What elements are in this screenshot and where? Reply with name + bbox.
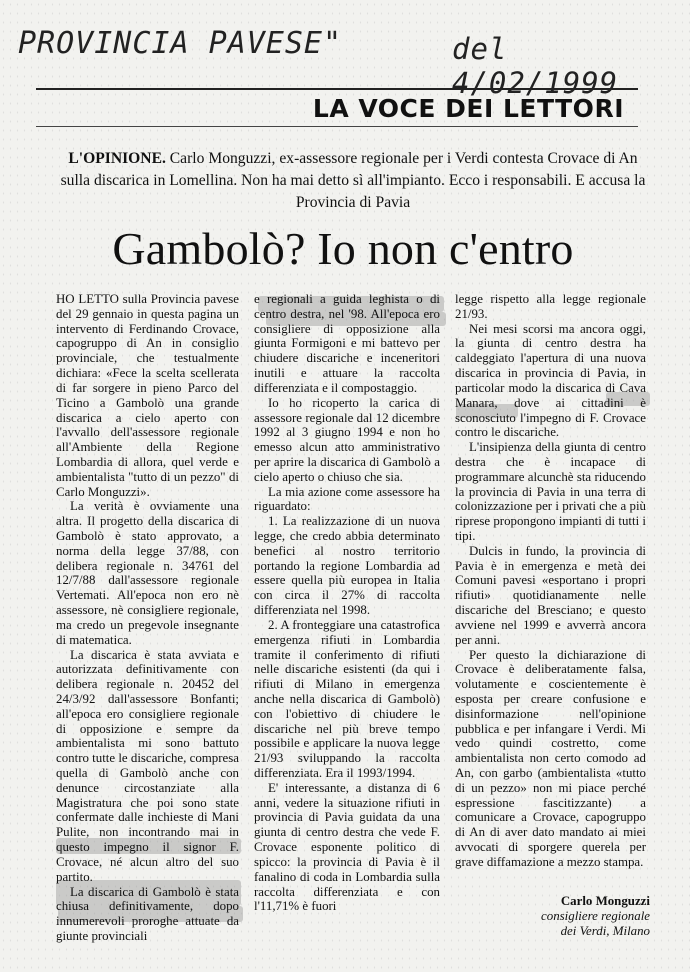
paragraph: Nei mesi scorsi ma ancora oggi, la giunta di centro destra ha caldeggiato l'apertura di una nuova discarica in provincia di Pavia, in particolar modo la discarica di Cava Manara, dove ai cittadini è sconosciuto l'impegno di F. Crovace contro le discariche. — [455, 321, 646, 440]
paragraph: La verità è ovviamente una altra. Il progetto della discarica di Gambolò è stato approvato, a norma della legge 37/88, con delibera regionale n. 34761 del 12/7/88 dall'assessore regionale Vertemati. All'epoca non ero nè assessore, nè consigliere regionale, ma credo un pregevole insegnante di matematica. — [56, 499, 239, 647]
lead-label: L'OPINIONE. — [68, 150, 166, 167]
paragraph: La mia azione come assessore ha riguardato: — [254, 484, 440, 514]
article-column-3 — [455, 292, 646, 870]
paragraph: La discarica di Gambolò è stata chiusa definitivamente, dopo innumerevoli proroghe attuate da giunte provinciali — [56, 884, 239, 943]
paragraph: HO LETTO sulla Provincia pavese del 29 gennaio in questa pagina un intervento di Ferdinando Crovace, capogruppo di An in consiglio provinciale, che testualmente dichiara: «Fece la scelta scellerata di far sorgere in pieno Parco del Ticino a Gambolò una grande discarica a cielo aperto con l'avvallo dell'assessore regionale all'Ambiente della Regione Lombardia di allora, quel verde e ambientalista "tutto di un pezzo" di Carlo Monguzzi». — [56, 292, 239, 499]
lead-paragraph — [58, 148, 648, 214]
handwritten-date: del 4/02/1999 — [452, 32, 619, 100]
section-title: LA VOCE DEI LETTORI — [312, 94, 624, 123]
handwritten-publication: PROVINCIA PAVESE" — [18, 26, 343, 61]
author-name: Carlo Monguzzi — [560, 894, 650, 908]
paragraph: e regionali a guida leghista o di centro destra, nel '98. All'epoca ero consigliere di opposizione alla giunta Formigoni e mi battevo per chiudere discariche e inceneritori inutili e attuare la raccolta differenziata e il compostaggio. — [254, 292, 440, 395]
paragraph: Dulcis in fundo, la provincia di Pavia è in emergenza e metà dei Comuni pavesi «esportano i propri rifiuti» quotidianamente nelle discariche del Bresciano; e questo avviene nel 1999 e avverrà ancora per anni. — [455, 543, 646, 647]
paragraph: 1. La realizzazione di un nuova legge, che credo abbia determinato benefici al nostro territorio portando la regione Lombardia ad essere quella più europea in Italia con circa il 27% di raccolta differenziata nel 1998. — [254, 514, 440, 618]
paragraph: E' interessante, a distanza di 6 anni, vedere la situazione rifiuti in provincia di Pavia guidata da una giunta di centro destra che vede F. Crovace esponente politico di spicco: la provincia di Pavia è il fanalino di coda in Lombardia sulla raccolta differenziata e con l'11,71% è fuori — [254, 780, 440, 914]
lead-text: Carlo Monguzzi, ex-assessore regionale per i Verdi contesta Crovace di An sulla discarica in Lomellina. Non ha mai detto sì all'impianto. Ecco i responsabili. E accusa la Provincia di Pavia — [60, 150, 646, 211]
article-column-1 — [56, 292, 239, 944]
author-role: consigliere regionale — [541, 909, 650, 923]
paragraph: 2. A fronteggiare una catastrofica emergenza rifiuti in Lombardia tramite il conferimento di rifiuti nelle discariche esistenti (da qui i rifiuti di Milano in emergenza anche nella discarica di Gambolò) con l'obiettivo di chiudere le discariche nel più breve tempo possibile e applicare la nuova legge 21/93 sviluppando la raccolta differenziata. Era il 1993/1994. — [254, 617, 440, 780]
paragraph: L'insipienza della giunta di centro destra che è incapace di programmare alcunchè sta riducendo la provincia di Pavia in una terra di colonizzazione per i privati che a più riprese propongono impianti di tutti i tipi. — [455, 440, 646, 543]
author-affiliation: dei Verdi, Milano — [560, 924, 650, 938]
paragraph: Io ho ricoperto la carica di assessore regionale dal 12 dicembre 1992 al 3 giugno 1994 e non ho emesso alcun atto amministrativo per aprire la discarica di Gambolò a cielo aperto o chiuso che sia. — [254, 395, 440, 484]
signature-block — [470, 894, 650, 939]
handwritten-annotation — [14, 18, 684, 100]
paragraph: La discarica è stata avviata e autorizzata definitivamente con delibera regionale n. 20452 del 24/3/92 dall'assessore Bonfanti; all'epoca ero consigliere regionale di opposizione e sempre da ambientalista mi sono battuto contro tutte le discariche, compresa quella di Gambolò anche con denunce circostanziate alla Magistratura che poi sono state confermate dalle inchieste di Mani Pulite, non incontrando mai in questo impegno il signor F. Crovace, né alcun altro del suo partito. — [56, 647, 239, 884]
paragraph: legge rispetto alla legge regionale 21/93. — [455, 292, 646, 321]
paragraph: Per questo la dichiarazione di Crovace è deliberatamente falsa, volutamente e coscientemente è esposta per creare confusione e disinformazione nell'opinione pubblica e per infangare i Verdi. Mi vedo quindi costretto, come ambientalista non certo comodo ad An, con garbo (ambientalista «tutto di un pezzo» non mi piace perché espressione fascitizzante) a comunicare a Crovace, capogruppo di An di aver dato mandato ai miei avvocati di sporgere querela per grave diffamazione a mezzo stampa. — [455, 647, 646, 869]
article-column-2 — [254, 292, 440, 914]
headline: Gambolò? Io non c'entro — [112, 223, 574, 274]
section-header — [36, 88, 638, 127]
